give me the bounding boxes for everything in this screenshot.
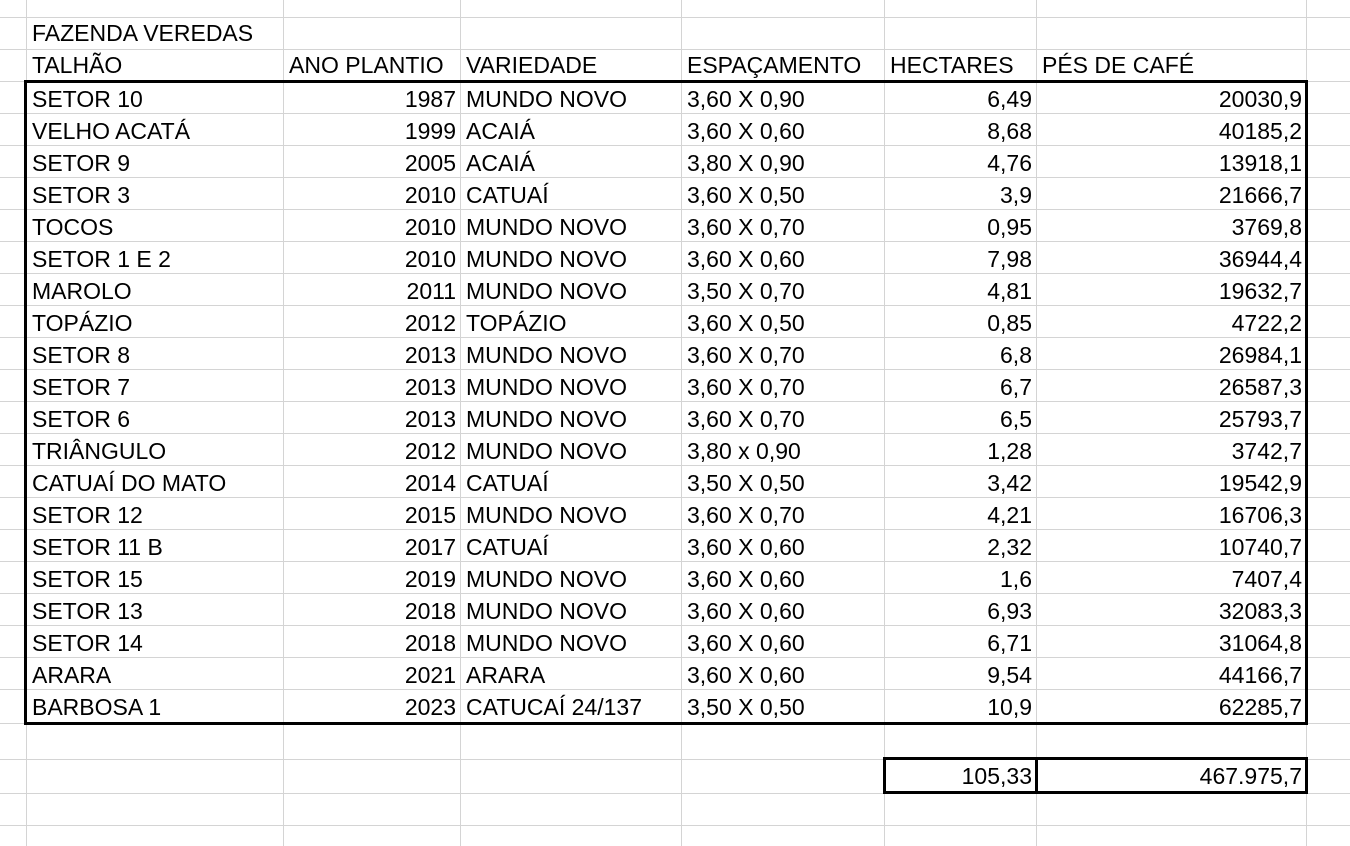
cell-talhao[interactable]: SETOR 10	[32, 86, 143, 112]
cell-espacamento[interactable]: 3,60 X 0,60	[687, 246, 805, 272]
cell-ano-plantio[interactable]: 2012	[404, 438, 456, 464]
cell-variedade[interactable]: MUNDO NOVO	[466, 342, 627, 368]
cell-espacamento[interactable]: 3,60 X 0,60	[687, 630, 805, 656]
cell-talhao[interactable]: CATUAÍ DO MATO	[32, 470, 227, 496]
cell-ano-plantio[interactable]: 2013	[404, 342, 456, 368]
cell-pes-de-cafe[interactable]: 32083,3	[1218, 598, 1302, 624]
cell-hectares[interactable]: 2,32	[987, 534, 1032, 560]
cell-variedade[interactable]: CATUAÍ	[466, 182, 549, 208]
cell-hectares[interactable]: 0,95	[987, 214, 1032, 240]
cell-talhao[interactable]: TOPÁZIO	[32, 310, 133, 336]
cell-variedade[interactable]: ACAIÁ	[466, 150, 536, 176]
cell-espacamento[interactable]: 3,60 X 0,50	[687, 310, 805, 336]
cell-espacamento[interactable]: 3,60 X 0,60	[687, 598, 805, 624]
cell-espacamento[interactable]: 3,60 X 0,60	[687, 118, 805, 144]
cell-variedade[interactable]: CATUAÍ	[466, 534, 549, 560]
cell-variedade[interactable]: MUNDO NOVO	[466, 502, 627, 528]
cell-hectares[interactable]: 1,6	[1000, 566, 1032, 592]
cell-variedade[interactable]: ACAIÁ	[466, 118, 536, 144]
cell-ano-plantio[interactable]: 2010	[404, 246, 456, 272]
cell-variedade[interactable]: CATUAÍ	[466, 470, 549, 496]
cell-hectares[interactable]: 8,68	[987, 118, 1032, 144]
cell-hectares[interactable]: 9,54	[987, 662, 1032, 688]
header-espacamento-cell[interactable]: ESPAÇAMENTO	[687, 52, 862, 78]
header-hectares-cell[interactable]: HECTARES	[890, 52, 1014, 78]
cell-hectares[interactable]: 6,49	[987, 86, 1032, 112]
cell-pes-de-cafe[interactable]: 13918,1	[1218, 150, 1302, 176]
cell-ano-plantio[interactable]: 2013	[404, 374, 456, 400]
cell-hectares[interactable]: 1,28	[987, 438, 1032, 464]
cell-espacamento[interactable]: 3,60 X 0,60	[687, 534, 805, 560]
header-ano-plantio-cell[interactable]: ANO PLANTIO	[289, 52, 444, 78]
cell-ano-plantio[interactable]: 2014	[404, 470, 456, 496]
cell-pes-de-cafe[interactable]: 36944,4	[1218, 246, 1302, 272]
cell-ano-plantio[interactable]: 2017	[404, 534, 456, 560]
header-talhao-cell[interactable]: TALHÃO	[32, 52, 123, 78]
cell-ano-plantio[interactable]: 2011	[406, 278, 456, 304]
cell-hectares[interactable]: 7,98	[987, 246, 1032, 272]
cell-pes-de-cafe[interactable]: 4722,2	[1231, 310, 1302, 336]
cell-pes-de-cafe[interactable]: 3769,8	[1231, 214, 1302, 240]
cell-ano-plantio[interactable]: 2013	[404, 406, 456, 432]
cell-talhao[interactable]: SETOR 15	[32, 566, 143, 592]
cell-ano-plantio[interactable]: 1999	[404, 118, 456, 144]
cell-hectares[interactable]: 6,93	[987, 598, 1032, 624]
cell-hectares[interactable]: 6,71	[987, 630, 1032, 656]
cell-variedade[interactable]: CATUCAÍ 24/137	[466, 694, 642, 720]
cell-ano-plantio[interactable]: 2010	[404, 214, 456, 240]
cell-espacamento[interactable]: 3,60 X 0,50	[687, 182, 805, 208]
total-hectares-cell[interactable]: 105,33	[961, 763, 1032, 789]
cell-pes-de-cafe[interactable]: 25793,7	[1218, 406, 1302, 432]
cell-pes-de-cafe[interactable]: 20030,9	[1218, 86, 1302, 112]
cell-hectares[interactable]: 6,8	[1000, 342, 1032, 368]
cell-hectares[interactable]: 10,9	[987, 694, 1032, 720]
cell-hectares[interactable]: 3,42	[987, 470, 1032, 496]
cell-ano-plantio[interactable]: 2012	[404, 310, 456, 336]
cell-espacamento[interactable]: 3,60 X 0,60	[687, 566, 805, 592]
cell-variedade[interactable]: ARARA	[466, 662, 546, 688]
cell-variedade[interactable]: MUNDO NOVO	[466, 438, 627, 464]
cell-ano-plantio[interactable]: 2023	[404, 694, 456, 720]
cell-pes-de-cafe[interactable]: 31064,8	[1218, 630, 1302, 656]
cell-ano-plantio[interactable]: 2010	[404, 182, 456, 208]
cell-espacamento[interactable]: 3,60 X 0,70	[687, 502, 805, 528]
sheet-title-cell[interactable]: FAZENDA VEREDAS	[32, 20, 254, 46]
total-pes-border	[1035, 757, 1308, 794]
cell-pes-de-cafe[interactable]: 7407,4	[1231, 566, 1302, 592]
cell-hectares[interactable]: 6,5	[1000, 406, 1032, 432]
cell-variedade[interactable]: MUNDO NOVO	[466, 278, 627, 304]
cell-espacamento[interactable]: 3,60 X 0,70	[687, 214, 805, 240]
cell-pes-de-cafe[interactable]: 26984,1	[1218, 342, 1302, 368]
cell-pes-de-cafe[interactable]: 3742,7	[1231, 438, 1302, 464]
total-pes-de-cafe-cell[interactable]: 467.975,7	[1199, 763, 1302, 789]
cell-talhao[interactable]: TRIÂNGULO	[32, 438, 167, 464]
cell-ano-plantio[interactable]: 2015	[404, 502, 456, 528]
header-pes-de-cafe-cell[interactable]: PÉS DE CAFÉ	[1042, 52, 1195, 78]
cell-variedade[interactable]: MUNDO NOVO	[466, 86, 627, 112]
cell-talhao[interactable]: VELHO ACATÁ	[32, 118, 191, 144]
cell-pes-de-cafe[interactable]: 40185,2	[1218, 118, 1302, 144]
cell-pes-de-cafe[interactable]: 44166,7	[1218, 662, 1302, 688]
cell-variedade[interactable]: MUNDO NOVO	[466, 566, 627, 592]
cell-ano-plantio[interactable]: 2019	[404, 566, 456, 592]
cell-talhao[interactable]: BARBOSA 1	[32, 694, 162, 720]
header-variedade-cell[interactable]: VARIEDADE	[466, 52, 598, 78]
total-hectares-border	[883, 757, 1038, 794]
cell-espacamento[interactable]: 3,60 X 0,70	[687, 406, 805, 432]
cell-ano-plantio[interactable]: 2021	[404, 662, 456, 688]
cell-hectares[interactable]: 0,85	[987, 310, 1032, 336]
cell-talhao[interactable]: SETOR 11 B	[32, 534, 163, 560]
cell-talhao[interactable]: SETOR 6	[32, 406, 130, 432]
cell-variedade[interactable]: MUNDO NOVO	[466, 374, 627, 400]
cell-pes-de-cafe[interactable]: 10740,7	[1218, 534, 1302, 560]
cell-ano-plantio[interactable]: 1987	[404, 86, 456, 112]
cell-talhao[interactable]: SETOR 7	[32, 374, 130, 400]
cell-espacamento[interactable]: 3,80 X 0,90	[687, 150, 805, 176]
cell-talhao[interactable]: SETOR 14	[32, 630, 143, 656]
cell-pes-de-cafe[interactable]: 26587,3	[1218, 374, 1302, 400]
cell-variedade[interactable]: MUNDO NOVO	[466, 598, 627, 624]
cell-pes-de-cafe[interactable]: 19542,9	[1218, 470, 1302, 496]
cell-hectares[interactable]: 6,7	[1000, 374, 1032, 400]
cell-espacamento[interactable]: 3,60 X 0,90	[687, 86, 805, 112]
cell-espacamento[interactable]: 3,50 X 0,50	[687, 470, 805, 496]
cell-hectares[interactable]: 4,81	[987, 278, 1032, 304]
cell-pes-de-cafe[interactable]: 62285,7	[1218, 694, 1302, 720]
cell-hectares[interactable]: 4,76	[987, 150, 1032, 176]
cell-talhao[interactable]: MAROLO	[32, 278, 132, 304]
cell-variedade[interactable]: MUNDO NOVO	[466, 406, 627, 432]
cell-pes-de-cafe[interactable]: 21666,7	[1218, 182, 1302, 208]
cell-variedade[interactable]: MUNDO NOVO	[466, 246, 627, 272]
cell-talhao[interactable]: ARARA	[32, 662, 112, 688]
cell-pes-de-cafe[interactable]: 19632,7	[1218, 278, 1302, 304]
cell-ano-plantio[interactable]: 2018	[404, 598, 456, 624]
cell-talhao[interactable]: SETOR 3	[32, 182, 130, 208]
cell-talhao[interactable]: SETOR 13	[32, 598, 143, 624]
cell-variedade[interactable]: MUNDO NOVO	[466, 630, 627, 656]
cell-espacamento[interactable]: 3,80 x 0,90	[687, 438, 801, 464]
cell-talhao[interactable]: TOCOS	[32, 214, 114, 240]
cell-espacamento[interactable]: 3,60 X 0,70	[687, 374, 805, 400]
table-border	[24, 80, 1308, 725]
cell-hectares[interactable]: 3,9	[1000, 182, 1032, 208]
cell-pes-de-cafe[interactable]: 16706,3	[1218, 502, 1302, 528]
cell-talhao[interactable]: SETOR 12	[32, 502, 143, 528]
cell-espacamento[interactable]: 3,50 X 0,50	[687, 694, 805, 720]
cell-ano-plantio[interactable]: 2018	[404, 630, 456, 656]
cell-talhao[interactable]: SETOR 8	[32, 342, 130, 368]
cell-talhao[interactable]: SETOR 1 E 2	[32, 246, 171, 272]
cell-talhao[interactable]: SETOR 9	[32, 150, 130, 176]
cell-espacamento[interactable]: 3,60 X 0,60	[687, 662, 805, 688]
cell-variedade[interactable]: TOPÁZIO	[466, 310, 567, 336]
cell-variedade[interactable]: MUNDO NOVO	[466, 214, 627, 240]
cell-hectares[interactable]: 4,21	[987, 502, 1032, 528]
cell-espacamento[interactable]: 3,50 X 0,70	[687, 278, 805, 304]
cell-ano-plantio[interactable]: 2005	[404, 150, 456, 176]
cell-espacamento[interactable]: 3,60 X 0,70	[687, 342, 805, 368]
